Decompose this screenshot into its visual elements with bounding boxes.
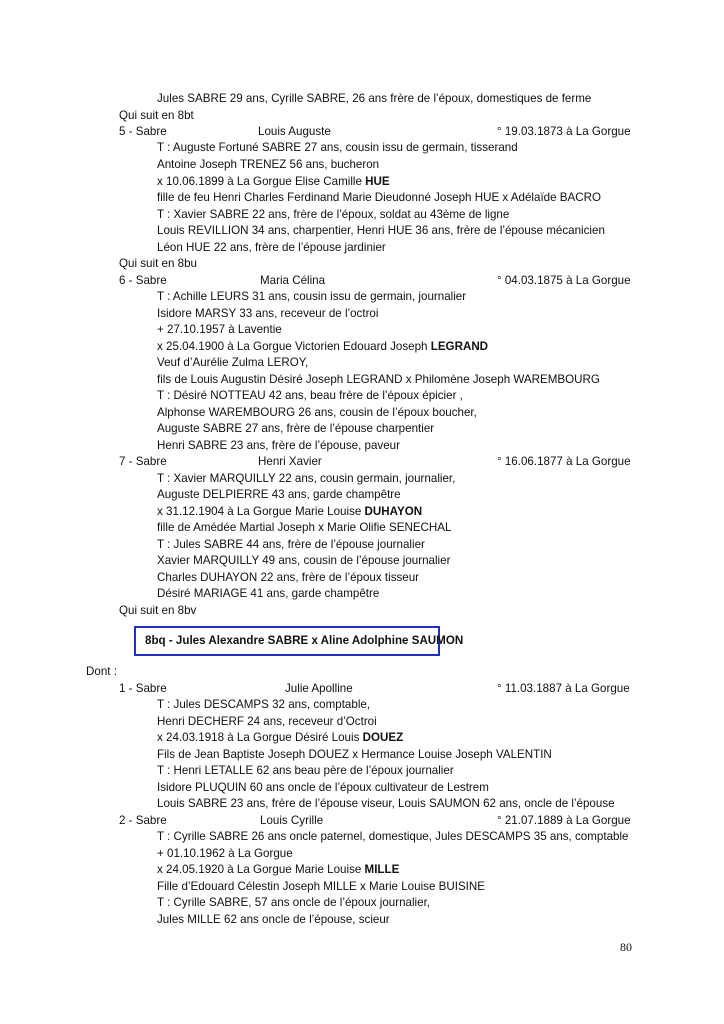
marriage-text: x 24.03.1918 à La Gorgue Désiré Louis (157, 731, 363, 744)
marriage-text: x 24.05.1920 à La Gorgue Marie Louise (157, 863, 365, 876)
witness-line: Xavier MARQUILLY 49 ans, cousin de l’épouse journalier (157, 554, 451, 567)
child-entry-heading (119, 681, 630, 697)
follow-reference: Qui suit en 8bu (119, 257, 197, 270)
witness-line: Isidore PLUQUIN 60 ans oncle de l’époux cultivateur de Lestrem (157, 781, 489, 794)
marriage-line (157, 174, 390, 190)
section-title-box: 8bq - Jules Alexandre SABRE x Aline Adolphine SAUMON (134, 626, 440, 656)
parents-line: Fille d’Edouard Célestin Joseph MILLE x Marie Louise BUISINE (157, 880, 485, 893)
marriage-text: x 31.12.1904 à La Gorgue Marie Louise (157, 505, 365, 518)
birth-date: ° 21.07.1889 à La Gorgue (497, 814, 631, 827)
follow-reference: Qui suit en 8bv (119, 604, 197, 617)
witness-line: T : Désiré NOTTEAU 42 ans, beau frère de l’époux épicier , (157, 389, 463, 402)
witness-line: Léon HUE 22 ans, frère de l’épouse jardinier (157, 241, 386, 254)
given-names: Louis Cyrille (260, 814, 324, 827)
witness-line: T : Jules DESCAMPS 32 ans, comptable, (157, 698, 371, 711)
marriage-text: x 10.06.1899 à La Gorgue Elise Camille (157, 175, 366, 188)
children-label: Dont : (86, 665, 117, 678)
witness-line: T : Cyrille SABRE, 57 ans oncle de l’époux journalier, (157, 896, 431, 909)
witness-line: Isidore MARSY 33 ans, receveur de l’octroi (157, 307, 379, 320)
page-number: 80 (620, 940, 632, 954)
spouse-surname: LEGRAND (430, 340, 489, 353)
child-number: 7 - Sabre (119, 455, 167, 468)
child-entry-heading (119, 813, 631, 829)
child-entry-heading (119, 124, 631, 140)
child-number: 2 - Sabre (119, 814, 167, 827)
witness-line: T : Xavier MARQUILLY 22 ans, cousin germain, journalier, (157, 472, 456, 485)
witness-line: Auguste DELPIERRE 43 ans, garde champêtre (157, 488, 401, 501)
witness-line: T : Cyrille SABRE 26 ans oncle paternel, domestique, Jules DESCAMPS 35 ans, comptable (157, 830, 629, 843)
marriage-line (157, 504, 422, 520)
child-entry-heading (119, 273, 631, 289)
death-line: + 27.10.1957 à Laventie (157, 323, 282, 336)
birth-date: ° 19.03.1873 à La Gorgue (497, 125, 631, 138)
spouse-surname: DUHAYON (364, 505, 423, 518)
witness-line: Alphonse WAREMBOURG 26 ans, cousin de l’époux boucher, (157, 406, 477, 419)
spouse-surname: HUE (365, 175, 390, 188)
witness-line: Antoine Joseph TRENEZ 56 ans, bucheron (157, 158, 380, 171)
given-names: Julie Apolline (285, 682, 353, 695)
child-number: 1 - Sabre (119, 682, 167, 695)
witness-line: T : Achille LEURS 31 ans, cousin issu de germain, journalier (157, 290, 467, 303)
spouse-surname: DOUEZ (362, 731, 404, 744)
spouse-surname: MILLE (364, 863, 400, 876)
child-entry-heading (119, 454, 631, 470)
parents-line: Fils de Jean Baptiste Joseph DOUEZ x Hermance Louise Joseph VALENTIN (157, 748, 552, 761)
given-names: Henri Xavier (258, 455, 322, 468)
marriage-text: x 25.04.1900 à La Gorgue Victorien Edouard Joseph (157, 340, 431, 353)
witness-line: Jules MILLE 62 ans oncle de l’épouse, scieur (157, 913, 390, 926)
witness-line: T : Xavier SABRE 22 ans, frère de l’époux, soldat au 43ème de ligne (157, 208, 510, 221)
child-number: 6 - Sabre (119, 274, 167, 287)
widower-line: Veuf d’Aurélie Zulma LEROY, (157, 356, 309, 369)
witness-line: Désiré MARIAGE 41 ans, garde champêtre (157, 587, 380, 600)
witness-line: T : Jules SABRE 44 ans, frère de l’épouse journalier (157, 538, 425, 551)
witness-line: Henri SABRE 23 ans, frère de l’épouse, paveur (157, 439, 400, 452)
death-line: + 01.10.1962 à La Gorgue (157, 847, 293, 860)
marriage-line (157, 339, 488, 355)
parents-line: fils de Louis Augustin Désiré Joseph LEGRAND x Philomène Joseph WAREMBOURG (157, 373, 600, 386)
marriage-line (157, 730, 403, 746)
witness-line: T : Henri LETALLE 62 ans beau père de l’époux journalier (157, 764, 454, 777)
child-number: 5 - Sabre (119, 125, 167, 138)
given-names: Louis Auguste (258, 125, 331, 138)
parents-line: fille de feu Henri Charles Ferdinand Marie Dieudonné Joseph HUE x Adélaïde BACRO (157, 191, 602, 204)
given-names: Maria Célina (260, 274, 326, 287)
text-line: Jules SABRE 29 ans, Cyrille SABRE, 26 ans frère de l’époux, domestiques de ferme (157, 92, 592, 105)
birth-date: ° 11.03.1887 à La Gorgue (497, 682, 630, 695)
follow-reference: Qui suit en 8bt (119, 109, 194, 122)
birth-date: ° 16.06.1877 à La Gorgue (497, 455, 631, 468)
witness-line: Charles DUHAYON 22 ans, frère de l’époux tisseur (157, 571, 420, 584)
witness-line: Louis REVILLION 34 ans, charpentier, Henri HUE 36 ans, frère de l’épouse mécanicien (157, 224, 605, 237)
parents-line: fille de Amédée Martial Joseph x Marie Olifie SENECHAL (157, 521, 452, 534)
witness-line: Auguste SABRE 27 ans, frère de l’épouse charpentier (157, 422, 435, 435)
marriage-line (157, 862, 399, 878)
witness-line: Louis SABRE 23 ans, frère de l’épouse viseur, Louis SAUMON 62 ans, oncle de l’épouse (157, 797, 615, 810)
witness-line: T : Auguste Fortuné SABRE 27 ans, cousin issu de germain, tisserand (157, 141, 518, 154)
witness-line: Henri DECHERF 24 ans, receveur d’Octroi (157, 715, 377, 728)
birth-date: ° 04.03.1875 à La Gorgue (497, 274, 631, 287)
